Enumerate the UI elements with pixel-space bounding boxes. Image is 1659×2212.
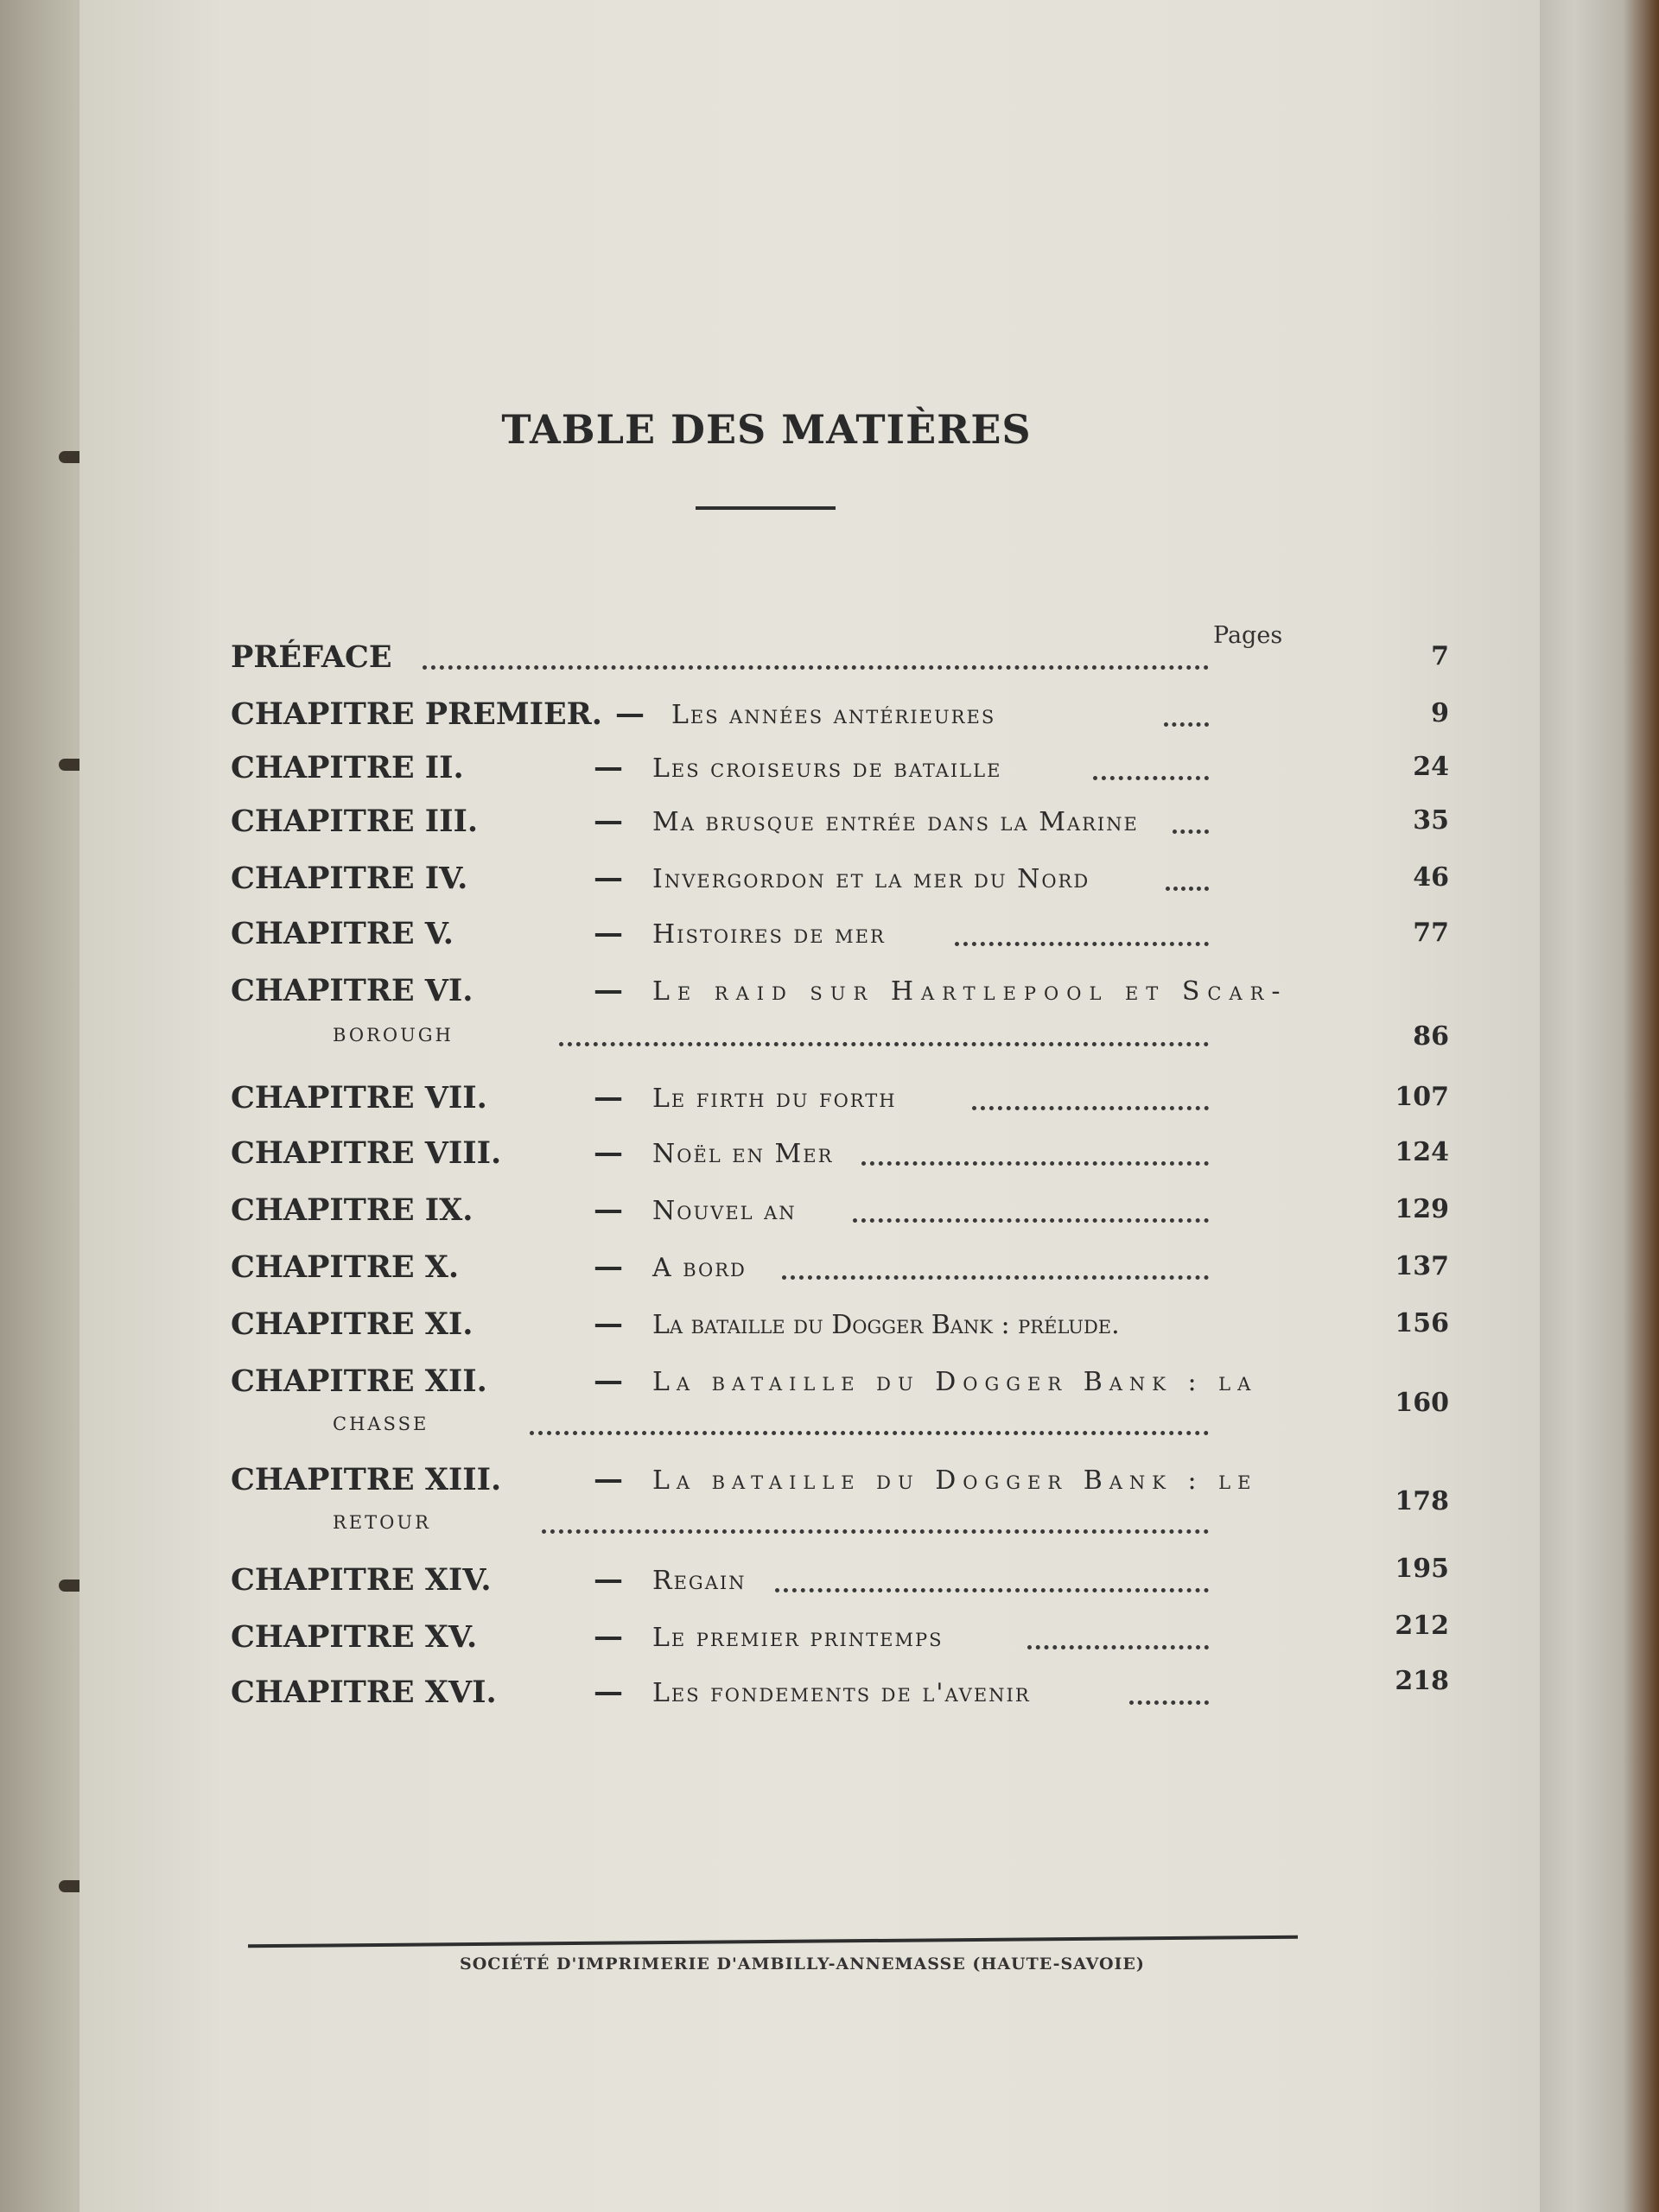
toc-entry-page: 35 <box>1413 805 1449 836</box>
toc-entry-title: Histoires de mer <box>652 919 886 950</box>
toc-entry-title: Nouvel an <box>652 1196 797 1226</box>
toc-entry-label: CHAPITRE II. <box>231 750 464 785</box>
toc-entry <box>231 1306 1449 1350</box>
toc-entry-page: 107 <box>1395 1082 1449 1112</box>
toc-entry <box>231 639 1449 683</box>
toc-entry-continuation: borough <box>333 1018 454 1048</box>
leader-dots <box>1093 759 1209 780</box>
em-dash: — <box>594 1675 623 1709</box>
leader-dots <box>1166 869 1209 891</box>
toc-entry-page: 7 <box>1431 641 1449 671</box>
toc-entry-label: CHAPITRE IX. <box>231 1192 474 1228</box>
toc-entry-title: Le firth du forth <box>652 1084 897 1114</box>
toc-entry-continuation: chasse <box>333 1407 429 1437</box>
toc-entry-page: 156 <box>1395 1308 1449 1338</box>
em-dash: — <box>594 1249 623 1284</box>
toc-entry-label: CHAPITRE IV. <box>231 861 468 896</box>
toc-entry-title: La bataille du Dogger Bank : prélude. <box>652 1310 1120 1340</box>
toc-entry-title: Les fondements de l'avenir <box>652 1678 1031 1708</box>
em-dash: — <box>594 1135 623 1170</box>
em-dash: — <box>594 973 623 1007</box>
toc-entry <box>231 861 1449 904</box>
em-dash: — <box>615 696 645 731</box>
toc-entry-page: 160 <box>1395 1388 1449 1418</box>
page-title: TABLE DES MATIÈRES <box>501 406 1032 453</box>
toc-entry-page: 9 <box>1431 698 1449 728</box>
leader-dots <box>1129 1683 1209 1705</box>
em-dash: — <box>594 1363 623 1398</box>
pages-column-label: Pages <box>1213 622 1283 649</box>
em-dash: — <box>594 750 623 785</box>
leader-dots <box>1164 705 1209 727</box>
toc-entry-page: 212 <box>1395 1611 1449 1641</box>
toc-entry-continuation: retour <box>333 1505 431 1535</box>
em-dash: — <box>594 1462 623 1497</box>
toc-entry-title: La bataille du Dogger Bank : la <box>652 1367 1258 1397</box>
toc-entry-label: PRÉFACE <box>231 639 392 675</box>
toc-entry-page: 24 <box>1413 752 1449 782</box>
toc-entry-page: 218 <box>1395 1666 1449 1696</box>
leader-dots <box>423 648 1209 670</box>
book-board <box>1538 0 1659 2212</box>
toc-entry <box>231 1363 1449 1437</box>
toc-entry-label: CHAPITRE PREMIER. <box>231 696 602 732</box>
toc-entry-label: CHAPITRE XVI. <box>231 1675 497 1710</box>
em-dash: — <box>594 916 623 950</box>
leader-dots <box>955 925 1209 946</box>
toc-entry-page: 178 <box>1395 1486 1449 1516</box>
leader-dots <box>542 1512 1209 1534</box>
toc-entry <box>231 916 1449 959</box>
toc-entry-label: CHAPITRE XI. <box>231 1306 474 1342</box>
em-dash: — <box>594 1080 623 1115</box>
toc-entry-label: CHAPITRE X. <box>231 1249 460 1285</box>
printer-imprint: SOCIÉTÉ D'IMPRIMERIE D'AMBILLY-ANNEMASSE (HAUTE-SAVOIE) <box>460 1955 1145 1974</box>
em-dash: — <box>594 804 623 838</box>
toc-entry <box>231 1249 1449 1293</box>
leader-dots <box>530 1414 1209 1435</box>
toc-entry-page: 129 <box>1395 1194 1449 1224</box>
em-dash: — <box>594 1306 623 1341</box>
toc-entry-page: 137 <box>1395 1251 1449 1281</box>
toc-entry-label: CHAPITRE XV. <box>231 1619 478 1655</box>
toc-entry <box>231 973 1449 1052</box>
toc-entry <box>231 1135 1449 1179</box>
leader-dots <box>861 1144 1209 1166</box>
toc-entry-page: 46 <box>1413 862 1449 893</box>
toc-entry-label: CHAPITRE XIII. <box>231 1462 502 1497</box>
toc-entry-page: 77 <box>1413 918 1449 948</box>
em-dash: — <box>594 1562 623 1597</box>
toc-entry-label: CHAPITRE VII. <box>231 1080 487 1116</box>
toc-entry-page: 86 <box>1413 1021 1449 1052</box>
toc-entry-label: CHAPITRE III. <box>231 804 479 839</box>
toc-entry <box>231 1080 1449 1123</box>
leader-dots <box>1027 1628 1209 1649</box>
toc-entry-label: CHAPITRE XII. <box>231 1363 487 1399</box>
toc-entry-title: La bataille du Dogger Bank : le <box>652 1465 1258 1496</box>
toc-entry-title: Ma brusque entrée dans la Marine <box>652 807 1139 837</box>
leader-dots <box>782 1258 1209 1280</box>
em-dash: — <box>594 1619 623 1654</box>
toc-entry-label: CHAPITRE V. <box>231 916 454 951</box>
toc-entry-title: Les années antérieures <box>671 700 996 730</box>
toc-entry-page: 124 <box>1395 1137 1449 1167</box>
toc-entry <box>231 804 1449 847</box>
toc-entry <box>231 1666 1449 1718</box>
toc-entry-title: A bord <box>652 1253 747 1283</box>
toc-entry-page: 195 <box>1395 1554 1449 1584</box>
toc-entry <box>231 1462 1449 1535</box>
leader-dots <box>853 1201 1209 1223</box>
toc-entry <box>231 750 1449 793</box>
toc-entry-title: Le premier printemps <box>652 1623 944 1653</box>
toc-entry-title: Regain <box>652 1566 747 1596</box>
toc-entry <box>231 1611 1449 1662</box>
toc-entry-label: CHAPITRE VI. <box>231 973 474 1008</box>
leader-dots <box>1173 812 1209 834</box>
toc-entry-label: CHAPITRE XIV. <box>231 1562 492 1598</box>
toc-entry-title: Invergordon et la mer du Nord <box>652 864 1090 894</box>
toc-entry-title: Les croiseurs de bataille <box>652 753 1002 784</box>
toc-entry-title: Le raid sur Hartlepool et Scar- <box>652 976 1288 1007</box>
book-page <box>79 0 1540 2212</box>
footer-rule <box>248 1936 1298 1948</box>
leader-dots <box>775 1571 1209 1592</box>
toc-entry-label: CHAPITRE VIII. <box>231 1135 502 1171</box>
toc-entry <box>231 1192 1449 1236</box>
title-rule <box>696 506 836 510</box>
leader-dots <box>559 1025 1209 1046</box>
toc-entry <box>231 1554 1449 1605</box>
toc-entry-title: Noël en Mer <box>652 1139 834 1169</box>
em-dash: — <box>594 861 623 895</box>
leader-dots <box>972 1089 1209 1110</box>
em-dash: — <box>594 1192 623 1227</box>
toc-entry <box>231 696 1449 740</box>
